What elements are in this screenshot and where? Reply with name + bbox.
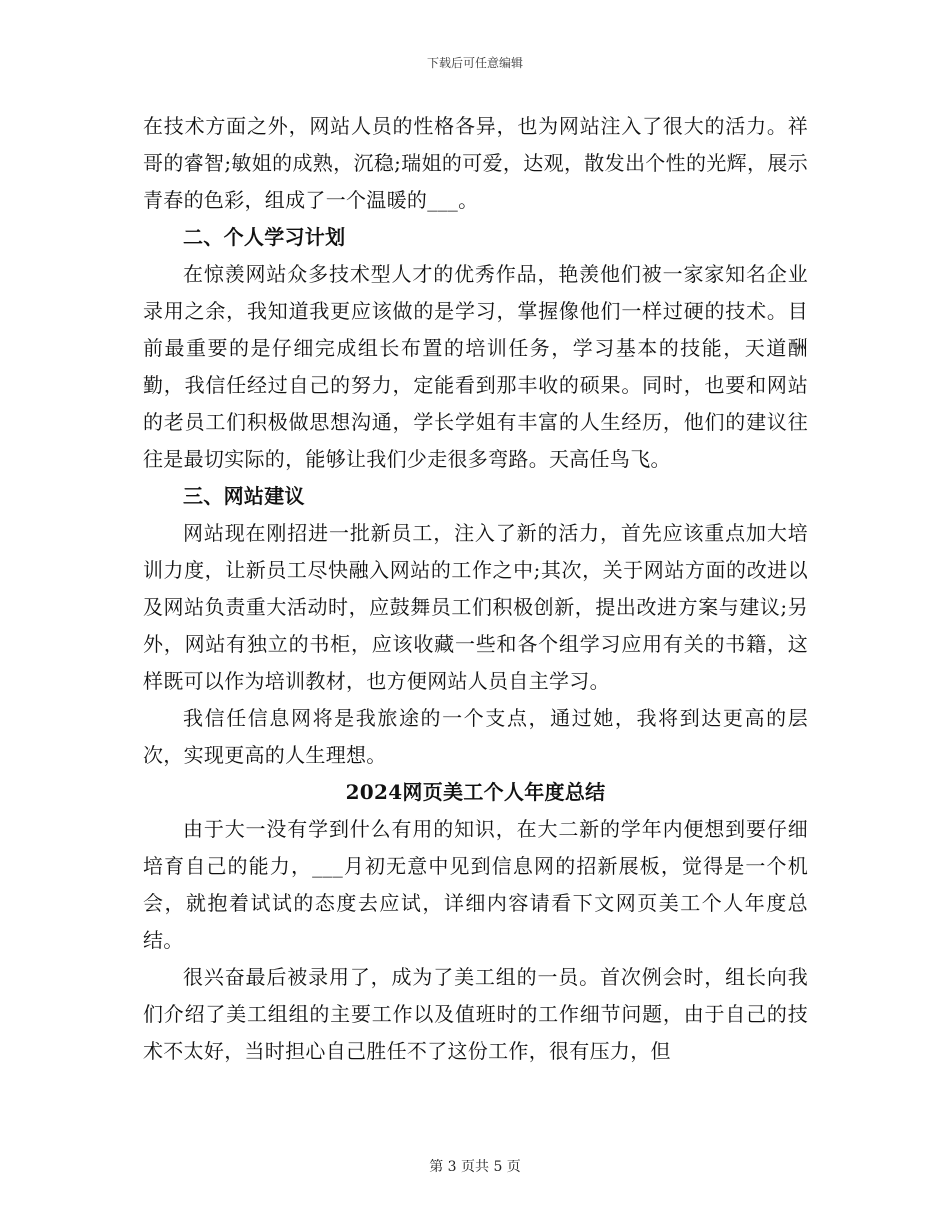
page-footer: 第 3 页共 5 页 (429, 1159, 521, 1175)
paragraph-study-plan: 在惊羡网站众多技术型人才的优秀作品，艳羡他们被一家家知名企业录用之余，我知道我更应该做的是学习，掌握像他们一样过硬的技术。目前最重要的是仔细完成组长布置的培训任务，学习基本的技能，天道酬勤，我信任经过自己的努力，定能看到那丰收的硕果。同时，也要和网站的老员工们积极做思想沟通，学长学姐有丰富的人生经历，他们的建议往往是最切实际的，能够让我们少走很多弯路。天高任鸟飞。 (143, 262, 808, 471)
paragraph-hired: 很兴奋最后被录用了，成为了美工组的一员。首次例会时，组长向我们介绍了美工组组的主要工作以及值班时的工作细节问题，由于自己的技术不太好，当时担心自己胜任不了这份工作，很有压力，但 (143, 965, 808, 1063)
paragraph-intro: 由于大一没有学到什么有用的知识，在大二新的学年内便想到要仔细培育自己的能力，___月初无意中见到信息网的招新展板，觉得是一个机会，就抱着试试的态度去应试，详细内容请看下文网页美工个人年度总结。 (143, 817, 808, 952)
paragraph-suggestions: 网站现在刚招进一批新员工，注入了新的活力，首先应该重点加大培训力度，让新员工尽快融入网站的工作之中;其次，关于网站方面的改进以及网站负责重大活动时，应鼓舞员工们积极创新，提出改进方案与建议;另外，网站有独立的书柜，应该收藏一些和各个组学习应用有关的书籍，这样既可以作为培训教材，也方便网站人员自主学习。 (143, 521, 808, 693)
section-heading-study-plan: 二、个人学习计划 (183, 225, 346, 249)
section-heading-suggestions: 三、网站建议 (183, 484, 305, 508)
paragraph-personality: 在技术方面之外，网站人员的性格各异，也为网站注入了很大的活力。祥哥的睿智;敏姐的成熟，沉稳;瑞姐的可爱，达观，散发出个性的光辉，展示青春的色彩，组成了一个温暖的___。 (143, 114, 808, 212)
page-header: 下载后可任意编辑 (426, 56, 523, 70)
paragraph-conclusion: 我信任信息网将是我旅途的一个支点，通过她，我将到达更高的层次，实现更高的人生理想。 (143, 706, 808, 767)
document-title: 2024网页美工个人年度总结 (345, 780, 606, 804)
document-body (143, 108, 808, 1070)
